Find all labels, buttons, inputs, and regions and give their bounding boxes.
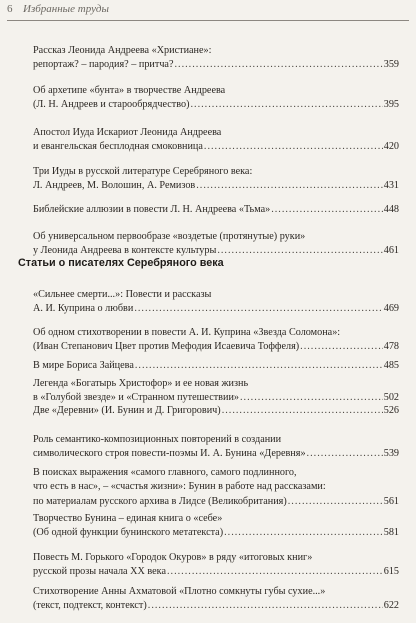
toc-entry-page-number: 561 [383, 495, 399, 507]
toc-entry[interactable] [33, 585, 399, 614]
toc-entry[interactable] [33, 377, 399, 406]
toc-entry[interactable] [33, 44, 399, 73]
toc-entry-title-line: и евангельская бесплодная смоковница [33, 141, 203, 153]
toc-entry-page-number: 478 [383, 341, 399, 353]
dot-leader [204, 140, 383, 154]
toc-entry[interactable] [33, 404, 399, 418]
dot-leader [196, 179, 382, 193]
dot-leader [300, 340, 383, 354]
toc-entry-title-line: Роль семантико-композиционных повторений в создании [33, 434, 282, 445]
toc-entry-last-line [33, 203, 399, 217]
toc-entry-last-line [33, 404, 399, 418]
toc-entry-title-line: символического строя повести-поэмы И. А. Бунина «Деревня» [33, 448, 306, 460]
toc-entry-page-number: 581 [383, 527, 399, 539]
toc-entry-page-number: 615 [383, 566, 399, 578]
toc-entry-title-line: Повесть М. Горького «Городок Окуров» в ряду «итоговых книг» [33, 552, 313, 563]
toc-entry-page-number: 431 [383, 180, 399, 192]
toc-entry-title-line: Легенда «Богатырь Христофор» и ее новая жизнь [33, 378, 249, 389]
toc-entry[interactable] [33, 126, 399, 155]
toc-entry-last-line [33, 302, 399, 316]
header-rule [7, 20, 409, 21]
toc-entry-last-line [33, 140, 399, 154]
toc-entry[interactable] [33, 551, 399, 580]
dot-leader [134, 302, 382, 316]
toc-entry-last-line [33, 340, 399, 354]
toc-entry-last-line [33, 565, 399, 579]
toc-entry[interactable] [33, 288, 399, 317]
toc-entry[interactable] [33, 230, 399, 259]
running-head [0, 0, 416, 20]
toc-entry-title-line: Творчество Бунина – единая книга о «себе» [33, 513, 223, 524]
dot-leader [222, 404, 383, 418]
toc-entry-title-line: Л. Андреев, М. Волошин, А. Ремизов [33, 180, 196, 192]
toc-entry-title-line: что есть в нас», – «счастья жизни»: Бунин в работе над рассказами: [33, 481, 326, 493]
toc-entry-page-number: 485 [383, 360, 399, 371]
toc-entry-title-line: В поисках выражения «самого главного, самого подлинного, [33, 467, 297, 478]
toc-entry-title-line: В мире Бориса Зайцева [33, 360, 134, 371]
dot-leader [135, 359, 383, 373]
toc-entry-last-line [33, 526, 399, 540]
dot-leader [288, 495, 383, 509]
toc-entry-page-number: 420 [383, 141, 399, 153]
dot-leader [167, 565, 383, 579]
toc-entry[interactable] [33, 165, 399, 194]
toc-entry-title-line: Рассказ Леонида Андреева «Христиане»: [33, 45, 212, 56]
dot-leader [307, 447, 383, 461]
toc-entry-last-line [33, 447, 399, 461]
toc-entry[interactable] [33, 512, 399, 541]
toc-entry[interactable] [33, 433, 399, 462]
toc-entry-page-number: 622 [383, 600, 399, 612]
toc-entry-last-line [33, 179, 399, 193]
toc-entry-title-line: (Об одной функции бунинского метатекста) [33, 527, 224, 539]
toc-entry-last-line [33, 495, 399, 509]
toc-entry-title-line: (текст, подтекст, контекст) [33, 600, 147, 612]
dot-leader [224, 526, 383, 540]
toc-entry[interactable] [33, 359, 399, 373]
toc-entry-title-line: А. И. Куприна о любви [33, 303, 134, 315]
toc-entry-title-line: русской прозы начала XX века [33, 566, 166, 578]
dot-leader [190, 98, 382, 112]
toc-entry-title-line: Апостол Иуда Искариот Леонида Андреева [33, 127, 222, 138]
toc-entry-title-line: Три Иуды в русской литературе Серебряного века: [33, 166, 253, 177]
toc-entry-page-number: 502 [383, 392, 399, 404]
section-title: Статьи о писателях Серебряного века [18, 257, 224, 269]
toc-entry-page-number: 448 [383, 204, 399, 215]
toc-entry-last-line [33, 98, 399, 112]
toc-entry-last-line [33, 599, 399, 613]
toc-entry-title-line: «Сильнее смерти...»: Повести и рассказы [33, 289, 212, 300]
toc-entry-title-line: Стихотворение Анны Ахматовой «Плотно сомкнуты губы сухие...» [33, 586, 326, 597]
toc-entry-page-number: 359 [383, 59, 399, 71]
toc-entry-title-line: Библейские аллюзии в повести Л. Н. Андреева «Тьма» [33, 204, 271, 215]
toc-entry-last-line [33, 359, 399, 373]
toc-entry[interactable] [33, 84, 399, 113]
running-title: Избранные труды [23, 3, 109, 15]
dot-leader [217, 244, 382, 258]
toc-entry[interactable] [33, 203, 399, 217]
toc-entry-page-number: 395 [383, 99, 399, 111]
toc-entry-title-line: (Л. Н. Андреев и старообрядчество) [33, 99, 190, 111]
toc-entry-title-line: Об одном стихотворении в повести А. И. Куприна «Звезда Соломона»: [33, 327, 341, 338]
toc-entry-title-line: в «Голубой звезде» и «Странном путешествии» [33, 392, 239, 404]
toc-entry-page-number: 526 [383, 405, 399, 416]
toc-entry-title-line: по материалам русского архива в Лидсе (Великобритания) [33, 495, 287, 507]
toc-entry-title-line: Об архетипе «бунта» в творчестве Андреева [33, 85, 226, 96]
toc-entry-title-line: у Леонида Андреева в контексте культуры [33, 245, 217, 257]
toc-entry-page-number: 469 [383, 303, 399, 315]
toc-entry-page-number: 461 [383, 245, 399, 257]
toc-entry-title-line: Две «Деревни» (И. Бунин и Д. Григорович) [33, 405, 221, 416]
toc-entry-title-line: Об универсальном первообразе «воздетые (протянутые) руки» [33, 231, 306, 242]
toc-entry-page-number: 539 [383, 448, 399, 460]
toc-entry-title-line: (Иван Степанович Цвет против Мефодия Исаевича Тоффеля) [33, 341, 300, 353]
dot-leader [148, 599, 383, 613]
toc-entry-last-line [33, 58, 399, 72]
dot-leader [174, 58, 382, 72]
toc-entry[interactable] [33, 326, 399, 355]
toc-entry[interactable] [33, 466, 399, 509]
toc-entry-title-line: репортаж? – пародия? – притча? [33, 59, 174, 71]
page-number: 6 [7, 3, 13, 15]
dot-leader [271, 203, 383, 217]
